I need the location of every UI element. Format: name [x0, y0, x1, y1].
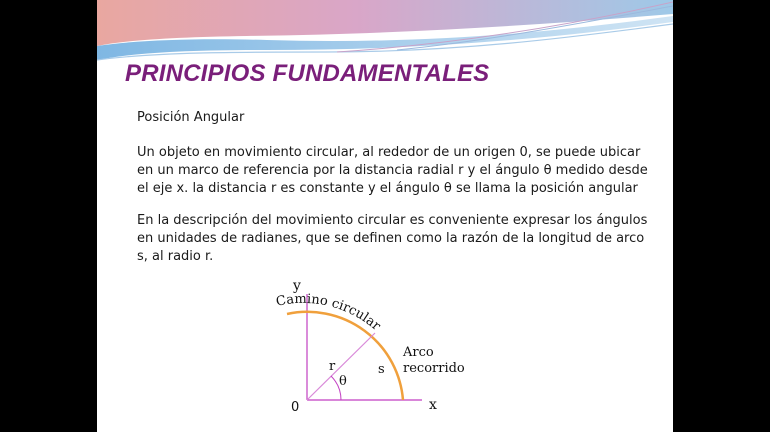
y-axis-label: y: [293, 278, 301, 294]
x-axis-label: x: [429, 397, 437, 413]
path-label: Camino circular: [274, 291, 384, 334]
slide-title: PRINCIPIOS FUNDAMENTALES: [125, 60, 490, 87]
radius-line: [307, 333, 375, 400]
arc-label-line2: recorrido: [403, 361, 465, 376]
paragraph-1: Un objeto en movimiento circular, al rededor de un origen 0, se puede ubicar en un marco de referencia por la distancia radial r y el ángulo θ medido desde el eje x. la distancia r es constante y el ángulo θ se llama la posición angular: [137, 145, 648, 196]
slide: [97, 0, 673, 432]
section-heading: Posición Angular: [137, 110, 245, 125]
angular-position-diagram: [257, 272, 497, 422]
angle-label: θ: [339, 374, 347, 389]
arc-length-label: s: [378, 362, 385, 377]
radius-label: r: [329, 359, 336, 374]
arc-label-line1: Arco: [403, 345, 434, 360]
paragraph-2: En la descripción del movimiento circular es conveniente expresar los ángulos en unidades de radianes, que se definen como la razón de la longitud de arco s, al radio r.: [137, 213, 648, 264]
origin-label: 0: [291, 400, 300, 415]
